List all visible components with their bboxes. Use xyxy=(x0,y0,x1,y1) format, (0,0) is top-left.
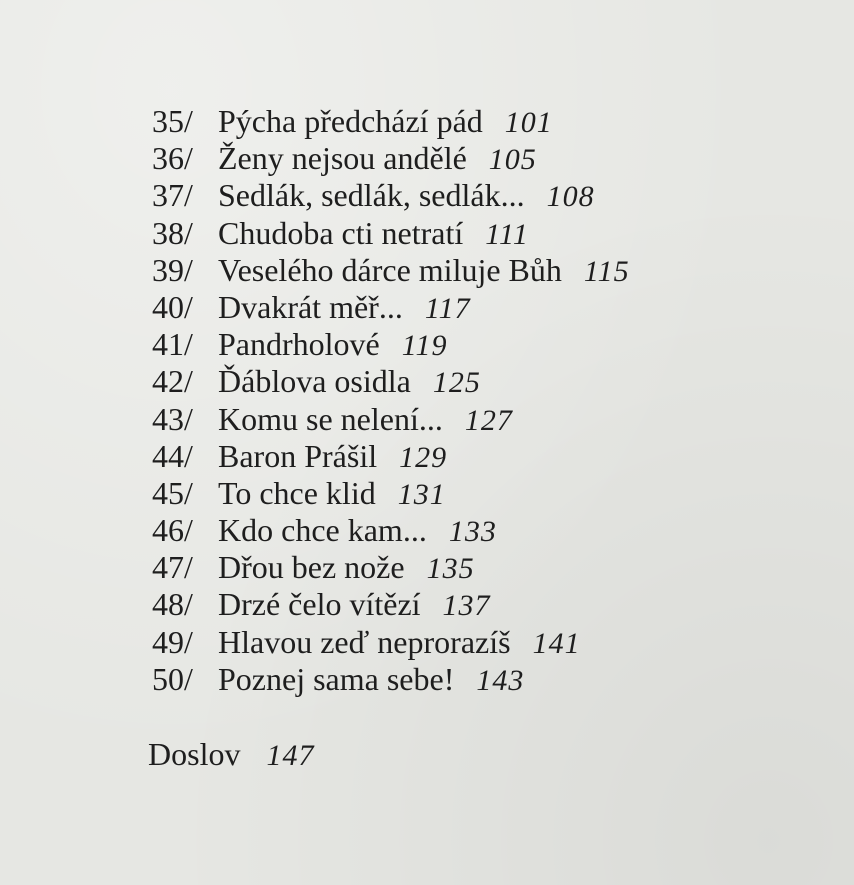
page-number: 127 xyxy=(464,403,513,437)
chapter-number: 37/ xyxy=(152,177,193,214)
page-number: 143 xyxy=(476,663,525,697)
chapter-title: Baron Prášil xyxy=(218,437,378,474)
toc-entry xyxy=(152,289,630,326)
table-of-contents xyxy=(152,103,630,698)
chapter-number: 47/ xyxy=(152,549,193,586)
chapter-number: 46/ xyxy=(152,512,193,549)
page-number: 135 xyxy=(426,552,475,586)
chapter-title: Veselého dárce miluje Bůh xyxy=(218,251,562,288)
chapter-title: Kdo chce kam... xyxy=(218,512,427,549)
page-number: 101 xyxy=(504,106,553,139)
toc-entry xyxy=(152,624,630,661)
page-number: 119 xyxy=(401,329,448,363)
chapter-number: 38/ xyxy=(152,214,193,251)
page-number: 111 xyxy=(485,217,529,251)
chapter-title: Drzé čelo vítězí xyxy=(218,586,421,623)
chapter-number: 41/ xyxy=(152,326,193,363)
chapter-number: 42/ xyxy=(152,363,193,400)
page-number: 108 xyxy=(546,180,595,214)
page-number: 115 xyxy=(583,254,630,288)
toc-entry xyxy=(152,401,630,438)
chapter-number: 40/ xyxy=(152,288,193,325)
chapter-title: Ďáblova osidla xyxy=(218,363,411,400)
chapter-number: 35/ xyxy=(152,103,193,139)
chapter-number: 44/ xyxy=(152,437,193,474)
chapter-number: 50/ xyxy=(152,660,193,697)
chapter-number: 45/ xyxy=(152,474,193,511)
chapter-number: 36/ xyxy=(152,140,193,177)
chapter-title: Pandrholové xyxy=(218,326,380,363)
page-number: 125 xyxy=(432,366,481,400)
chapter-number: 39/ xyxy=(152,251,193,288)
chapter-title: Pýcha předchází pád xyxy=(218,103,483,139)
chapter-title: Komu se nelení... xyxy=(218,400,443,437)
chapter-title: Chudoba cti netratí xyxy=(218,214,464,251)
chapter-number: 49/ xyxy=(152,623,193,660)
toc-entry xyxy=(152,252,630,289)
chapter-title: To chce klid xyxy=(218,474,376,511)
page-number: 105 xyxy=(488,143,537,177)
toc-entry xyxy=(152,140,630,177)
chapter-number: 43/ xyxy=(152,400,193,437)
chapter-title: Dvakrát měř... xyxy=(218,288,403,325)
toc-entry xyxy=(152,177,630,214)
chapter-title: Sedlák, sedlák, sedlák... xyxy=(218,177,525,214)
afterword-entry xyxy=(148,736,314,774)
chapter-title: Hlavou zeď neprorazíš xyxy=(218,623,511,660)
toc-entry xyxy=(152,475,630,512)
chapter-title: Poznej sama sebe! xyxy=(218,660,455,697)
toc-entry xyxy=(152,363,630,400)
page-number: 133 xyxy=(448,515,497,549)
page-number: 137 xyxy=(442,589,491,623)
toc-entry xyxy=(152,661,630,698)
chapter-title: Ženy nejsou andělé xyxy=(218,140,467,177)
toc-entry xyxy=(152,103,630,140)
chapter-number: 48/ xyxy=(152,586,193,623)
toc-entry xyxy=(152,326,630,363)
toc-entry xyxy=(152,438,630,475)
toc-entry xyxy=(152,586,630,623)
afterword-title: Doslov xyxy=(148,736,241,772)
page-number: 117 xyxy=(424,291,471,325)
page-number: 129 xyxy=(399,440,448,474)
afterword-page-number: 147 xyxy=(266,739,315,772)
toc-entry xyxy=(152,512,630,549)
page-number: 141 xyxy=(532,626,581,660)
toc-entry xyxy=(152,215,630,252)
toc-entry xyxy=(152,549,630,586)
chapter-title: Dřou bez nože xyxy=(218,549,405,586)
page-number: 131 xyxy=(397,477,446,511)
